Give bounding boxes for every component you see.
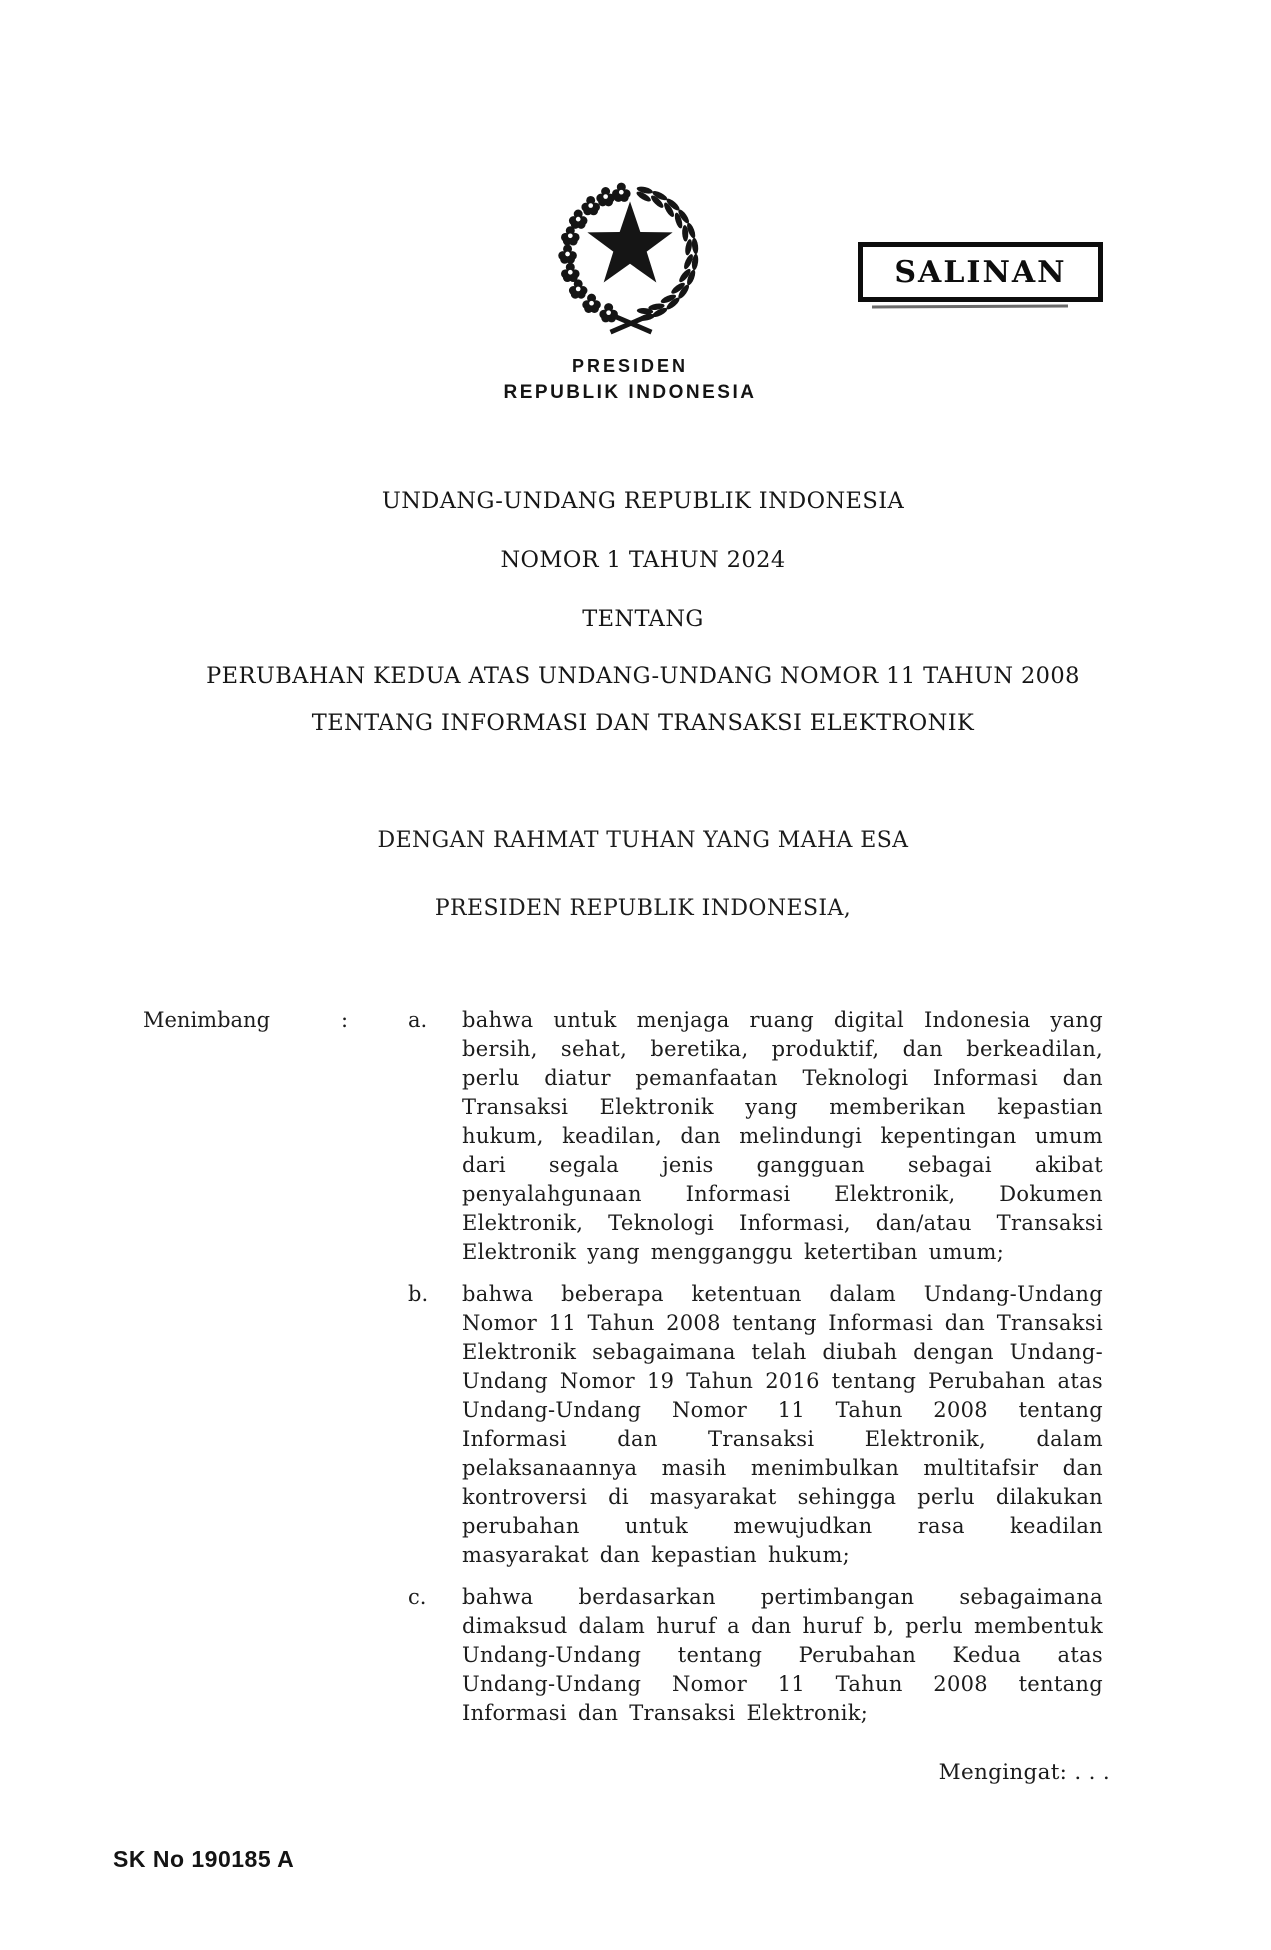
spacer [341,1280,408,1570]
considering-item-b-text: bahwa beberapa ketentuan dalam Undang-Undang Nomor 11 Tahun 2008 tentang Informasi dan Transaksi Elektronik sebagaimana telah diubah dengan Undang-Undang Nomor 19 Tahun 2016 tentang Perubahan atas Undang-Undang Nomor 11 Tahun 2008 tentang Informasi dan Transaksi Elektronik, dalam pelaksanaannya masih menimbulkan multitafsir dan kontroversi di masyarakat sehingga perlu dilakukan perubahan untuk mewujudkan rasa keadilan masyarakat dan kepastian hukum; [462,1282,1103,1567]
considering-item-a-marker: a. [408,1008,428,1032]
salinan-stamp-underline [872,304,1068,308]
sk-number: SK No 190185 A [113,1846,295,1872]
letterhead-republik-indonesia: REPUBLIK INDONESIA [503,382,757,403]
considering-item-a-text: bahwa untuk menjaga ruang digital Indonesia yang bersih, sehat, beretika, produktif, dan berkeadilan, perlu diatur pemanfaatan Teknologi Informasi dan Transaksi Elektronik yang memberikan kepastian hukum, keadilan, dan melindungi kepentingan umum dari segala jenis gangguan sebagai akibat penyalahgunaan Informasi Elektronik, Dokumen Elektronik, Teknologi Informasi, dan/atau Transaksi Elektronik yang mengganggu ketertiban umum; [462,1008,1103,1264]
salinan-stamp: SALINAN [858,242,1103,302]
title-line-3: TENTANG [582,606,704,632]
continuation-catchword: Mengingat: . . . [938,1760,1110,1785]
title-line-4: PERUBAHAN KEDUA ATAS UNDANG-UNDANG NOMOR 11 TAHUN 2008 [206,663,1080,689]
invocation-line: DENGAN RAHMAT TUHAN YANG MAHA ESA [377,828,909,853]
authority-line: PRESIDEN REPUBLIK INDONESIA, [434,896,852,921]
spacer [143,1583,341,1728]
considering-item-c-marker: c. [408,1585,427,1609]
considering-colon: : [341,1008,349,1032]
spacer [341,1583,408,1728]
letterhead [430,356,830,404]
title-line-2: NOMOR 1 TAHUN 2024 [500,547,786,573]
considering-item-b-marker: b. [408,1282,429,1306]
title-line-1: UNDANG-UNDANG REPUBLIK INDONESIA [381,488,905,514]
presidential-emblem [550,172,710,338]
law-title-block [143,488,1143,736]
star-wreath-emblem-icon [550,172,710,338]
spacer [143,1280,341,1570]
considering-label: Menimbang [143,1008,271,1032]
title-line-5: TENTANG INFORMASI DAN TRANSAKSI ELEKTRONIK [311,710,975,736]
considering-section [143,1006,1103,1728]
letterhead-presiden: PRESIDEN [571,356,689,376]
considering-item-c-text: bahwa berdasarkan pertimbangan sebagaimana dimaksud dalam huruf a dan huruf b, perlu membentuk Undang-Undang tentang Perubahan Kedua atas Undang-Undang Nomor 11 Tahun 2008 tentang Informasi dan Transaksi Elektronik; [462,1585,1103,1725]
